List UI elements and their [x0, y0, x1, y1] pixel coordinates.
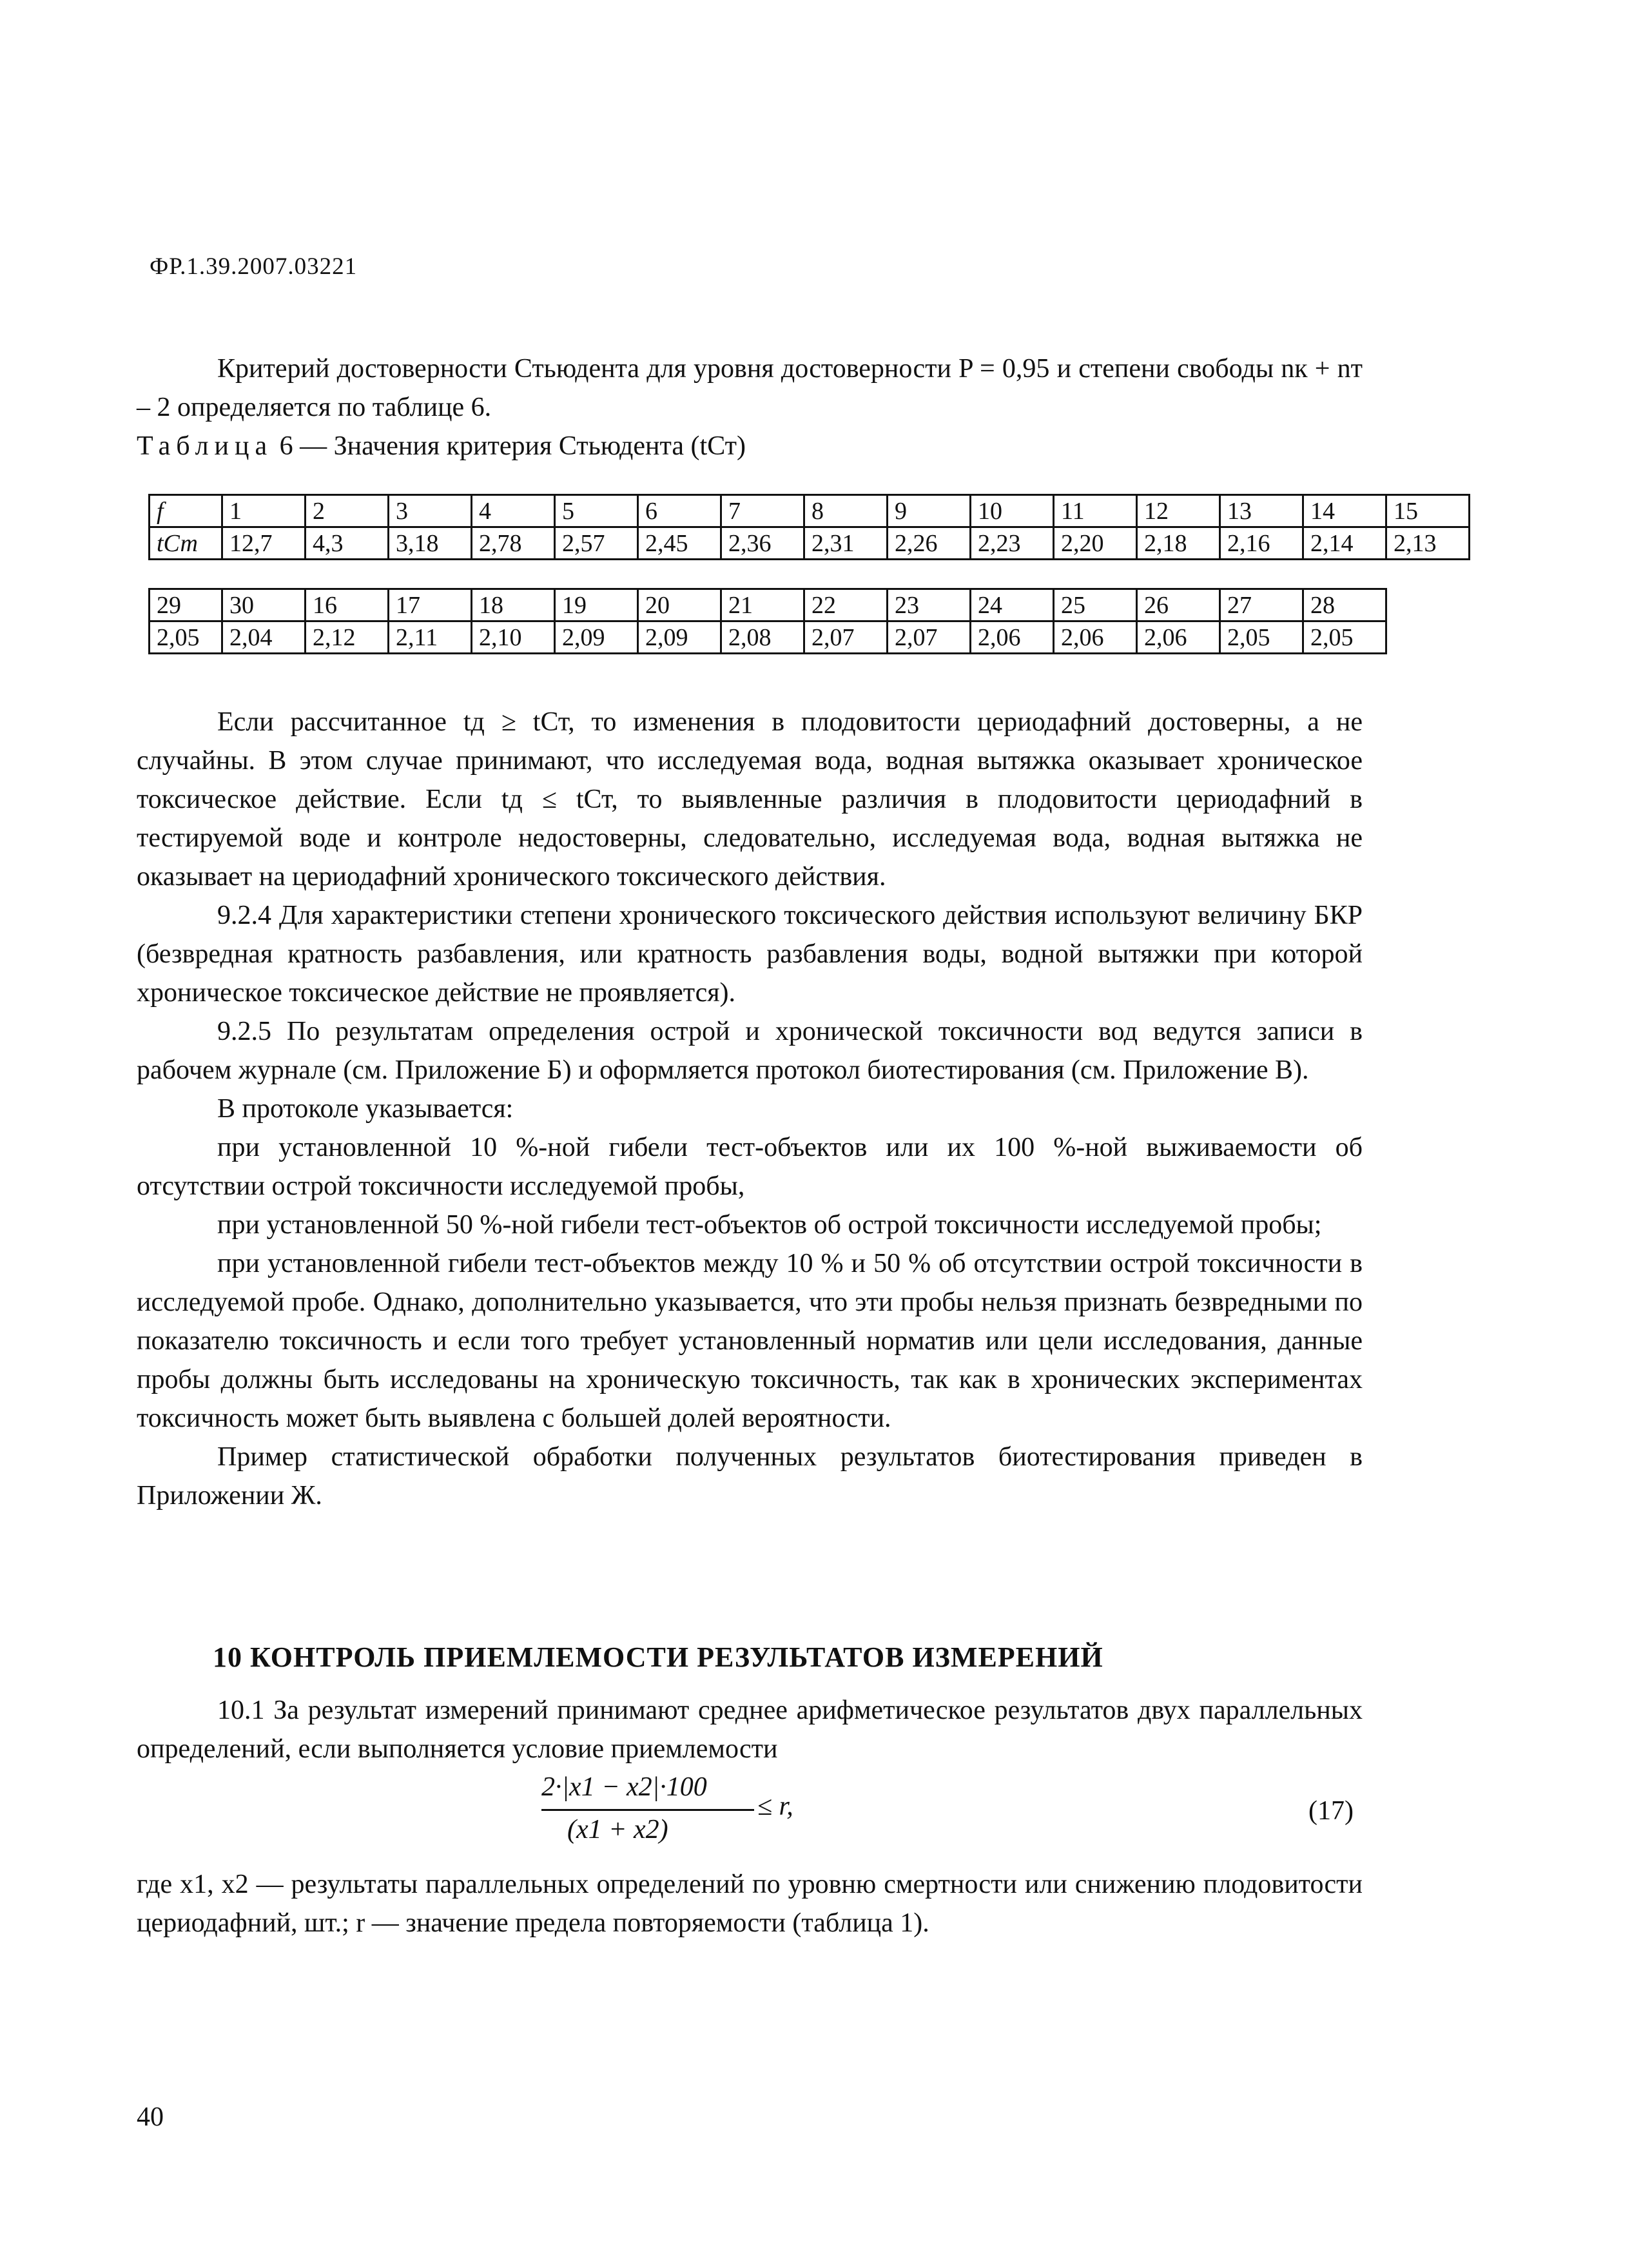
paragraph-student-criterion: Если рассчитанное tд ≥ tСт, то изменения в плодовитости цериодафний достоверны, а не случайны. В этом случае принимают, что исследуемая вода, водная вытяжка оказывает хроническое токсическое действие. Если tд ≤ tСт, то выявленные различия в плодовитости цериодафний в тестируемой воде и контроле недостоверны, следовательно, исследуемая вода, водная вытяжка не оказывает на цериодафний хронического токсического действия. — [137, 707, 1363, 892]
paragraph-10-1: 10.1 За результат измерений принимают среднее арифметическое результатов двух параллельных определений, если выполняется условие приемлемости — [137, 1696, 1363, 1764]
table-cell: 2,78 — [472, 527, 555, 560]
table-cell: 8 — [804, 495, 888, 527]
table-cell: 12 — [1137, 495, 1220, 527]
table-cell: 12,7 — [222, 527, 306, 560]
table-cell: 10 — [971, 495, 1054, 527]
paragraph-protocol-item-2: при установленной 50 %-ной гибели тест-объектов об острой токсичности исследуемой пробы; — [217, 1210, 1322, 1240]
table-cell: 11 — [1054, 495, 1137, 527]
table-cell: 2,45 — [638, 527, 721, 560]
table-cell: 28 — [1303, 589, 1386, 621]
formula-denominator: (x1 + x2) — [567, 1815, 668, 1844]
table-cell: 3 — [389, 495, 472, 527]
paragraph-9-2-4: 9.2.4 Для характеристики степени хронического токсического действия используют величину БКР (безвредная кратность разбавления, или кратность разбавления воды, водной вытяжки при которой хроническое токсическое действие не проявляется). — [137, 901, 1363, 1008]
table-cell: 2,16 — [1220, 527, 1303, 560]
formula-17 — [535, 1772, 857, 1855]
table-cell: 2,08 — [721, 621, 804, 654]
table-cell: 4,3 — [306, 527, 389, 560]
intro-block — [137, 349, 1363, 465]
formula-numerator: 2·|x1 − x2|·100 — [541, 1772, 707, 1802]
table-cell: 2,57 — [555, 527, 638, 560]
paragraph-9-2-5: 9.2.5 По результатам определения острой и хронической токсичности вод ведутся записи в рабочем журнале (см. Приложение Б) и оформляется протокол биотестирования (см. Приложение В). — [137, 1017, 1363, 1085]
table-cell: 6 — [638, 495, 721, 527]
section-10-text — [137, 1691, 1363, 1768]
table-cell: 2,07 — [804, 621, 888, 654]
table-cell: 15 — [1386, 495, 1470, 527]
table-row-t — [150, 621, 1386, 654]
table-cell: 19 — [555, 589, 638, 621]
table-cell: 26 — [1137, 589, 1220, 621]
table-row-f — [150, 495, 1470, 527]
table-cell: 4 — [472, 495, 555, 527]
paragraph-protocol-intro: В протоколе указывается: — [217, 1094, 514, 1124]
section-heading: 10 КОНТРОЛЬ ПРИЕМЛЕМОСТИ РЕЗУЛЬТАТОВ ИЗМЕРЕНИЙ — [213, 1641, 1103, 1673]
table-cell: 2,06 — [1054, 621, 1137, 654]
table-caption-label: Таблица — [137, 431, 273, 461]
table-cell: 29 — [150, 589, 222, 621]
table-cell: 2,10 — [472, 621, 555, 654]
table-cell: 24 — [971, 589, 1054, 621]
intro-paragraph: Критерий достоверности Стьюдента для уровня достоверности P = 0,95 и степени свободы nк + nт – 2 определяется по таблице 6. — [137, 354, 1363, 422]
student-table-part-2 — [148, 588, 1387, 654]
table-cell: 2,07 — [888, 621, 971, 654]
table-cell: 2,13 — [1386, 527, 1470, 560]
table-cell: 2,31 — [804, 527, 888, 560]
row-header-f: f — [150, 495, 222, 527]
table-cell: 2,12 — [306, 621, 389, 654]
table-cell: 3,18 — [389, 527, 472, 560]
formula-number: (17) — [1308, 1796, 1354, 1826]
table-cell: 20 — [638, 589, 721, 621]
table-cell: 7 — [721, 495, 804, 527]
document-code: ФР.1.39.2007.03221 — [150, 253, 358, 280]
table-cell: 2,18 — [1137, 527, 1220, 560]
table-cell: 22 — [804, 589, 888, 621]
table-cell: 2,05 — [1220, 621, 1303, 654]
table-cell: 2,05 — [150, 621, 222, 654]
table-cell: 2,09 — [555, 621, 638, 654]
page-number: 40 — [137, 2102, 164, 2132]
table-cell: 2,14 — [1303, 527, 1386, 560]
table-cell: 23 — [888, 589, 971, 621]
table-cell: 2,36 — [721, 527, 804, 560]
row-header-t: tСт — [150, 527, 222, 560]
formula-explanation — [137, 1865, 1363, 1942]
table-cell: 18 — [472, 589, 555, 621]
table-row-t — [150, 527, 1470, 560]
table-cell: 2,20 — [1054, 527, 1137, 560]
paragraph-protocol-item-3: при установленной гибели тест-объектов между 10 % и 50 % об отсутствии острой токсичности в исследуемой пробе. Однако, дополнительно указывается, что эти пробы нельзя признать безвредными по показателю токсичность и если того требует установленный норматив или цели исследования, данные пробы должны быть исследованы на хроническую токсичность, так как в хронических экспериментах токсичность может быть выявлена с большей долей вероятности. — [137, 1249, 1363, 1433]
table-cell: 2,05 — [1303, 621, 1386, 654]
table-caption-title: 6 — Значения критерия Стьюдента (tСт) — [273, 431, 746, 461]
table-cell: 25 — [1054, 589, 1137, 621]
table-cell: 21 — [721, 589, 804, 621]
fraction-bar — [541, 1809, 754, 1811]
table-cell: 27 — [1220, 589, 1303, 621]
table-cell: 14 — [1303, 495, 1386, 527]
table-cell: 2 — [306, 495, 389, 527]
table-cell: 1 — [222, 495, 306, 527]
formula-comparison: ≤ r, — [757, 1792, 793, 1821]
body-text — [137, 703, 1363, 1515]
table-cell: 2,06 — [1137, 621, 1220, 654]
table-cell: 2,11 — [389, 621, 472, 654]
table-cell: 2,04 — [222, 621, 306, 654]
table-cell: 2,09 — [638, 621, 721, 654]
table-row-f — [150, 589, 1386, 621]
table-cell: 5 — [555, 495, 638, 527]
paragraph-formula-variables: где x1, x2 — результаты параллельных определений по уровню смертности или снижению плодовитости цериодафний, шт.; r — значение предела повторяемости (таблица 1). — [137, 1870, 1363, 1938]
table-cell: 2,23 — [971, 527, 1054, 560]
paragraph-example-reference: Пример статистической обработки полученных результатов биотестирования приведен в Приложении Ж. — [137, 1442, 1363, 1510]
paragraph-protocol-item-1: при установленной 10 %-ной гибели тест-объектов или их 100 %-ной выживаемости об отсутствии острой токсичности исследуемой пробы, — [137, 1133, 1363, 1201]
table-cell: 2,26 — [888, 527, 971, 560]
table-cell: 13 — [1220, 495, 1303, 527]
table-cell: 2,06 — [971, 621, 1054, 654]
table-cell: 30 — [222, 589, 306, 621]
table-cell: 17 — [389, 589, 472, 621]
table-caption — [137, 427, 1363, 465]
table-cell: 16 — [306, 589, 389, 621]
student-table-part-1 — [148, 494, 1470, 560]
table-cell: 9 — [888, 495, 971, 527]
